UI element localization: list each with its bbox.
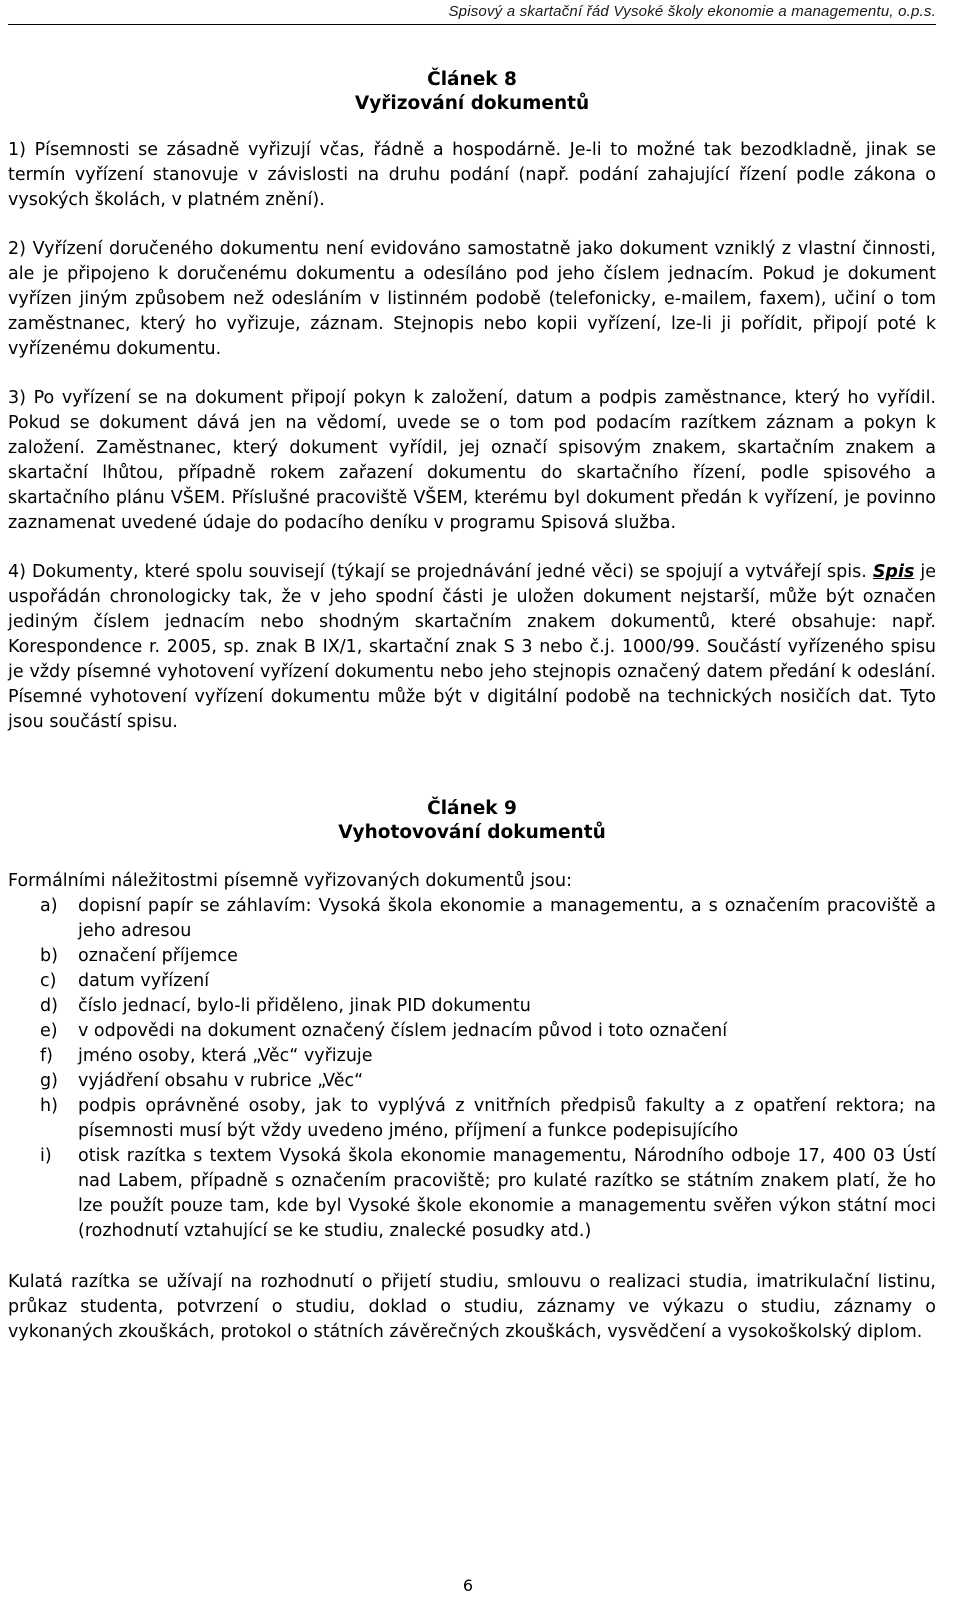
list-item — [8, 1044, 936, 1069]
list-marker: c) — [40, 971, 57, 991]
list-marker: f) — [40, 1046, 53, 1066]
list-item — [8, 1094, 936, 1144]
list-item-text: v odpovědi na dokument označený číslem jednacím původ i toto označení — [78, 1021, 728, 1041]
article-8-title — [8, 68, 936, 116]
list-item-text: podpis oprávněné osoby, jak to vyplývá z vnitřních předpisů fakulty a z opatření rektora; na písemnosti musí být vždy uvedeno jméno, příjmení a funkce podepisujícího — [78, 1096, 936, 1141]
list-item-text: číslo jednací, bylo-li přiděleno, jinak PID dokumentu — [78, 996, 531, 1016]
list-item-text: otisk razítka s textem Vysoká škola ekonomie managementu, Národního odboje 17, 400 03 Ústí nad Labem, případně s označením pracoviště; pro kulaté razítko se státním znakem platí, že ho lze použít pouze tam, kde byl Vysoké škole ekonomie a managementu svěřen výkon státní moci (rozhodnutí vztahující se ke studiu, znalecké posudky atd.) — [78, 1146, 936, 1241]
article-9-intro: Formálními náležitostmi písemně vyřizovaných dokumentů jsou: — [8, 871, 572, 891]
list-marker: i) — [40, 1146, 52, 1166]
list-marker: g) — [40, 1071, 58, 1091]
article-9-title — [8, 797, 936, 845]
list-item — [8, 1019, 936, 1044]
list-marker: b) — [40, 946, 58, 966]
list-item — [8, 1069, 936, 1094]
list-item — [8, 894, 936, 944]
header-rule — [8, 24, 936, 25]
list-marker: e) — [40, 1021, 58, 1041]
list-item — [8, 969, 936, 994]
running-header: Spisový a skartační řád Vysoké školy ekonomie a managementu, o.p.s. — [448, 3, 936, 20]
document-body — [8, 68, 936, 1345]
paragraph-4-start: 4) Dokumenty, které spolu souvisejí (týkají se projednávání jedné věci) se spojují a vytvářejí spis. — [8, 562, 873, 582]
paragraph-4-rest: je uspořádán chronologicky tak, že v jeho spodní části je uložen dokument nejstarší, může být označen jediným číslem jednacím nebo shodným skartačním znakem dokumentů, které obsahuje: např. Korespondence r. 2005, sp. znak B IX/1, skartační znak S 3 nebo č.j. 1000/99. Součástí vyřízeného spisu je vždy písemné vyhotovení vyřízení dokumentu nebo jeho stejnopis označený datem předání k odeslání. Písemné vyhotovení vyřízení dokumentu může být v digitální podobě na technických nosičích dat. Tyto jsou součástí spisu. — [8, 562, 936, 732]
list-item — [8, 944, 936, 969]
article-9-heading: Článek 9 — [427, 798, 517, 819]
list-marker: h) — [40, 1096, 58, 1116]
list-marker: a) — [40, 896, 58, 916]
list-item-text: označení příjemce — [78, 946, 238, 966]
article-9-closing: Kulatá razítka se užívají na rozhodnutí o přijetí studiu, smlouvu o realizaci studia, imatrikulační listinu, průkaz studenta, potvrzení o studiu, doklad o studiu, záznamy ve výkazu o studiu, záznamy o vykonaných zkouškách, protokol o státních závěrečných zkouškách, vysvědčení a vysokoškolský diplom. — [8, 1272, 936, 1342]
article-8-subheading: Vyřizování dokumentů — [354, 93, 590, 114]
list-item — [8, 1144, 936, 1244]
article-8-paragraph-1: 1) Písemnosti se zásadně vyřizují včas, řádně a hospodárně. Je-li to možné tak bezodkladně, jinak se termín vyřízení stanovuje v závislosti na druhu podání (např. podání zahajující řízení podle zákona o vysokých školách, v platném znění). — [8, 140, 936, 210]
list-item-text: dopisní papír se záhlavím: Vysoká škola ekonomie a managementu, a s označením pracoviště a jeho adresou — [78, 896, 936, 941]
list-item-text: datum vyřízení — [78, 971, 210, 991]
list-marker: d) — [40, 996, 58, 1016]
article-8-paragraph-2: 2) Vyřízení doručeného dokumentu není evidováno samostatně jako dokument vzniklý z vlastní činnosti, ale je připojeno k doručenému dokumentu a odesíláno pod jeho číslem jednacím. Pokud je dokument vyřízen jiným způsobem než odesláním v listinném podobě (telefonicky, e-mailem, faxem), učiní o tom zaměstnanec, který ho vyřizuje, záznam. Stejnopis nebo kopii vyřízení, lze-li ji pořídit, připojí poté k vyřízenému dokumentu. — [8, 239, 936, 359]
page-number: 6 — [462, 1576, 474, 1595]
article-9-subheading: Vyhotovování dokumentů — [338, 822, 606, 843]
list-item-text: jméno osoby, která „Věc“ vyřizuje — [78, 1046, 373, 1066]
formal-requirements-list — [8, 894, 936, 1244]
article-8-paragraph-4 — [8, 560, 936, 735]
list-item-text: vyjádření obsahu v rubrice „Věc“ — [78, 1071, 364, 1091]
article-8-heading: Článek 8 — [427, 69, 517, 90]
spis-term: Spis — [872, 562, 915, 582]
list-item — [8, 994, 936, 1019]
article-8-paragraph-3: 3) Po vyřízení se na dokument připojí pokyn k založení, datum a podpis zaměstnance, který ho vyřídil. Pokud se dokument dává jen na vědomí, uvede se o tom pod podacím razítkem záznam a pokyn k založení. Zaměstnanec, který dokument vyřídil, jej označí spisovým znakem, skartačním znakem a skartační lhůtou, případně rokem zařazení dokumentu do skartačního řízení, podle spisového a skartačního plánu VŠEM. Příslušné pracoviště VŠEM, kterému byl dokument předán k vyřízení, je povinno zaznamenat uvedené údaje do podacího deníku v programu Spisová služba. — [8, 388, 936, 533]
